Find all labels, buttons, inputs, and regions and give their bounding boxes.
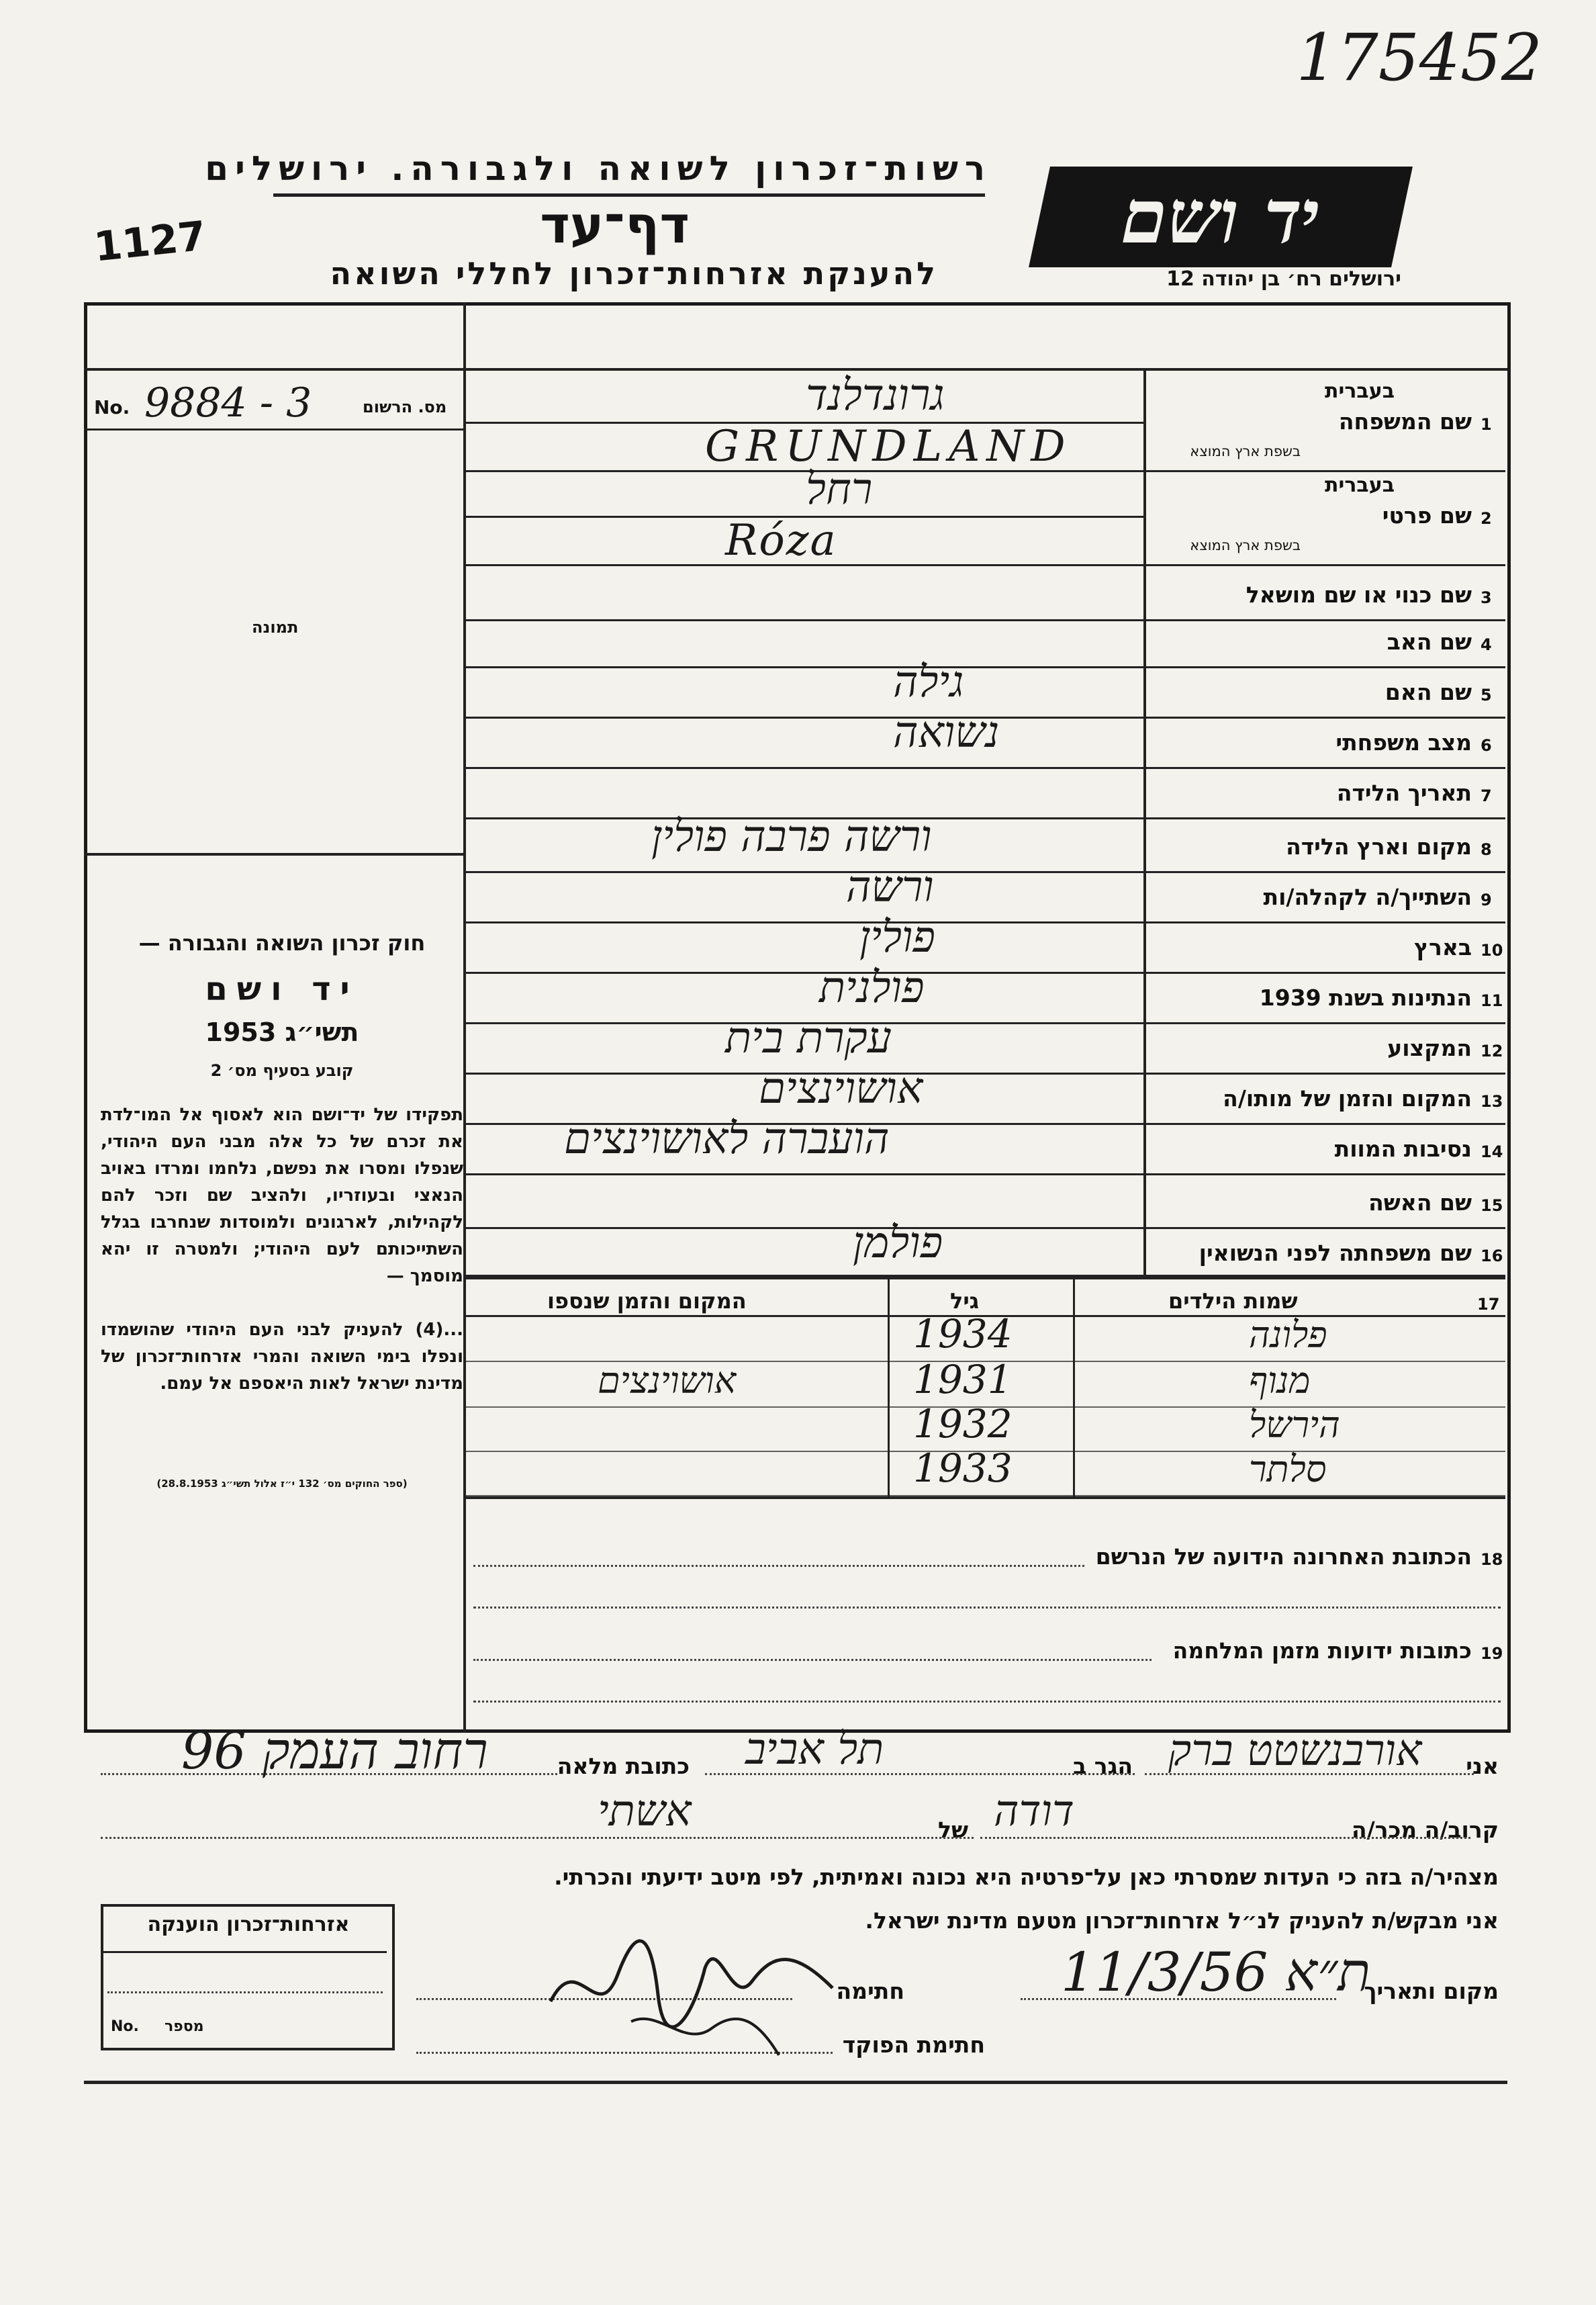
field-num-6: 6 [1481,736,1492,755]
field-num-4: 4 [1481,635,1492,654]
relative-dots [980,1837,1470,1839]
field-row-rule [466,817,1505,819]
lives-in-value: תל אביב [745,1725,884,1774]
field-sub-origin: בשפת ארץ המוצא [1190,443,1301,459]
field-value-12: עקרת בית [725,1013,892,1063]
field-sub-hebrew: בעברית [1325,473,1395,497]
children-bottom-rule [466,1496,1505,1499]
field-value-5: גילה [893,658,964,707]
field-value-10: פולין [859,913,935,962]
last-address-label: הכתובת האחרונה הידועה של הנרשם [1095,1543,1472,1570]
stamp-number: 1127 [91,212,209,271]
field-label-4: שם האב [1387,629,1472,655]
field-row-rule [466,564,1505,566]
field-label-16: שם משפחתה לפני הנשואין [1199,1240,1472,1266]
field-num-19: 19 [1481,1644,1503,1663]
field-label-12: המקצוע [1387,1035,1472,1061]
field-num-8: 8 [1481,840,1492,859]
declarant-signature [537,1921,846,2069]
law-title: חוק זכרון השואה והגבורה — [138,930,426,956]
field-label-15: שם האשה [1368,1189,1472,1216]
field-num-9: 9 [1481,891,1492,909]
child-age: 1933 [913,1445,1013,1491]
full-address-label: כתובת מלאה [557,1753,690,1779]
regno-rule [84,428,465,431]
child-row-rule [466,1495,1505,1496]
last-address-dots-2 [473,1607,1501,1609]
stamp-box-dots [107,1991,383,1993]
child-name: פלונה [1249,1314,1327,1356]
field-value-origin-1: GRUNDLAND [705,422,1072,471]
stamp-box-number-label: מספר [165,2018,204,2035]
declaration-text: מצהיר/ה בזה כי העדות שמסרתי כאן על־פרטיה היא נכונה ואמיתית, לפי מיטב ידיעתי והכרתי. [554,1864,1499,1890]
photo-label: תמונה [252,618,299,637]
child-name: מנוף [1249,1359,1311,1402]
field-label-1: שם המשפחה [1338,408,1472,435]
field-label-11: הנתינות בשנת 1939 [1259,985,1472,1011]
field-num-1: 1 [1481,415,1492,434]
place-date-label: מקום ותאריך [1364,1978,1499,2004]
field-num-12: 12 [1481,1042,1503,1060]
child-name: הירשל [1249,1404,1340,1446]
logo-address: ירושלים רח׳ בן יהודה 12 [1166,267,1401,291]
field-label-8: מקום וארץ הלידה [1286,833,1472,860]
war-address-dots-2 [473,1701,1501,1703]
of-dots [101,1837,974,1839]
children-place-header: המקום והזמן שנספו [547,1288,747,1314]
field-num-7: 7 [1481,786,1492,805]
field-num-3: 3 [1481,588,1492,607]
field-value-origin-2: Róza [725,516,837,566]
field-label-9: השתייך/ה לקהלה/ות [1263,884,1472,910]
full-address-value: רחוב העמק 96 [181,1721,488,1780]
field-value-16: פולמן [853,1218,943,1268]
law-section: קובע בסעיף מס׳ 2 [210,1061,354,1080]
age-col-right [1073,1276,1075,1498]
field-num-11: 11 [1481,991,1503,1010]
field-label-5: שם האם [1384,679,1472,705]
field-sub-origin: בשפת ארץ המוצא [1190,537,1301,553]
field-num-14: 14 [1481,1142,1503,1161]
archive-number: 175452 [1296,20,1542,95]
field-num-17: 17 [1477,1295,1500,1314]
form-title: דף־עד [540,195,690,255]
child-name: סלתר [1249,1448,1327,1490]
place-date-value: ת״א 11/3/56 [1061,1941,1371,2003]
field-num-13: 13 [1481,1092,1503,1111]
frame-top-rule [84,368,1507,371]
form-subtitle: להענקת אזרחות־זכרון לחללי השואה [330,255,938,291]
field-label-7: תאריך הלידה [1336,780,1472,806]
age-col-left [888,1276,890,1498]
child-place: אושוינצים [598,1359,737,1402]
child-age: 1931 [913,1357,1013,1402]
children-age-header: גיל [950,1288,980,1314]
children-top-rule [466,1275,1505,1277]
field-label-6: מצב משפחתי [1335,729,1472,756]
field-label-10: בארץ [1414,934,1472,960]
law-paragraph-1: תפקידו של יד־ושם הוא לאסוף אל המו־לדת את זכרם של כל אלה מבני העם היהודי, שנפלו ומסרו את נפשם, נלחמו ומרדו באויב הנאצי ובעוזריו, ולהציב שם וזכר להם לקהילות, לארגונים ולמוסדות שנחרבו בגלל השתייכותם לעם היהודי; ולמטרה זו יהא מוסמך — [101,1105,463,1286]
field-num-18: 18 [1481,1550,1503,1569]
field-row-rule [466,767,1505,769]
child-age: 1934 [913,1311,1013,1357]
request-text: אני מבקש/ת להעניק לנ״ל אזרחות־זכרון מטעם מדינת ישראל. [865,1907,1499,1934]
field-row-rule [466,972,1505,974]
registration-number: 9884 - 3 [144,379,312,426]
law-year: תשי״ג 1953 [205,1018,359,1047]
last-address-dots [473,1565,1084,1567]
law-name: יד ושם [205,970,359,1008]
law-paragraph-2: ...(4) להעניק לבני העם היהודי שהושמדו ונפלו בימי השואה והמרי אזרחות־זכרון של מדינת ישראל לאות היאספם אל עמם. [101,1320,463,1394]
stamp-box-title: אזרחות־זכרון הוענקה [147,1913,350,1936]
registration-label: מס. הרשום [363,398,447,416]
field-label-13: המקום והזמן של מותו/ה [1223,1085,1472,1112]
field-value-14: הועברה לאושוינצים [564,1114,890,1164]
child-age: 1932 [913,1401,1013,1447]
label-column-divider [1143,369,1146,1276]
authority-heading: רשות־זכרון לשואה ולגבורה. ירושלים [205,149,992,188]
war-address-label: כתובות ידועות מזמן המלחמה [1172,1637,1472,1664]
children-names-header: שמות הילדים [1168,1288,1298,1314]
field-sub-hebrew: בעברית [1325,379,1395,403]
stamp-box-rule [103,1951,387,1953]
field-row-rule [466,1022,1505,1024]
field-label-3: שם כנוי או שם מושאל [1246,582,1472,608]
field-row-rule [466,1277,1505,1279]
of-label: של [938,1817,968,1843]
declarant-name: אורבנשטט ברק [1168,1726,1422,1776]
photo-box-bottom [84,853,465,856]
war-address-dots [473,1659,1152,1661]
law-reference: (ספר החוקים מס׳ 132 י״ז אלול תשי״ג 28.8.1953) [156,1478,408,1490]
field-row-rule [466,619,1505,621]
field-value-6: נשואה [893,708,1000,758]
field-num-5: 5 [1481,686,1492,705]
field-num-10: 10 [1481,941,1503,960]
field-num-2: 2 [1481,509,1492,528]
yad-vashem-logo: יד ושם [1029,167,1413,267]
field-row-rule [466,1227,1505,1229]
field-row-rule [466,666,1505,668]
declarant-label: אני [1466,1753,1499,1779]
of-value: אשתי [598,1787,692,1836]
field-row-rule [466,871,1505,873]
field-row-rule [466,921,1505,923]
signature-label: חתימה [836,1978,904,2004]
field-value-hebrew-1: גרונדלנד [806,371,945,420]
lives-in-label: הגר ב [1073,1753,1133,1779]
field-num-15: 15 [1481,1196,1503,1215]
stamp-box-no-label: No. [111,2018,139,2035]
relative-value: דודה [994,1787,1074,1836]
field-row-rule [466,1173,1505,1175]
bottom-rule [84,2081,1507,2084]
registration-no-label: No. [94,396,130,418]
field-label-14: נסיבות המוות [1334,1136,1472,1162]
officer-signature-label: חתימת הפוקד [842,2032,985,2058]
field-value-hebrew-2: רחל [806,465,873,514]
field-value-11: פולנית [819,963,925,1013]
field-value-9: ורשה [846,862,934,912]
field-row-rule [466,1073,1505,1075]
relative-label: קרוב/ה מכר/ה [1352,1817,1499,1843]
field-value-8: ורשה פרבה פולין [651,812,932,862]
field-label-2: שם פרטי [1382,502,1472,529]
field-value-13: אושוינצים [759,1064,923,1114]
field-num-16: 16 [1481,1247,1503,1265]
